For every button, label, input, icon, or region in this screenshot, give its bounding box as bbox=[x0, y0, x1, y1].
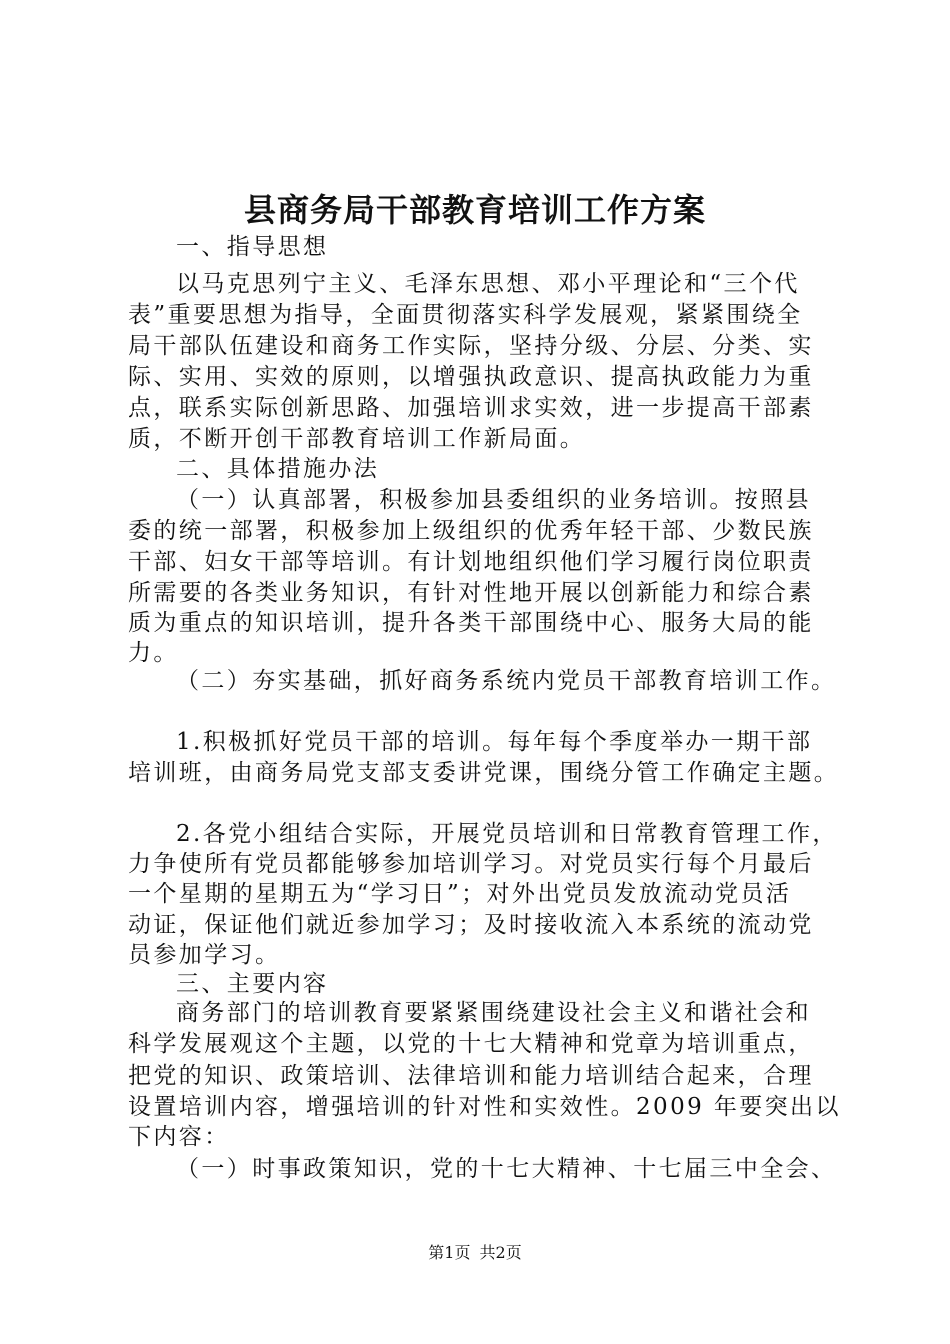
paragraph-line: 培训班，由商务局党支部支委讲党课，围绕分管工作确定主题。 bbox=[128, 760, 840, 786]
paragraph-line: （二）夯实基础，抓好商务系统内党员干部教育培训工作。 bbox=[176, 668, 837, 694]
paragraph-line: 一个星期的星期五为“学习日”；对外出党员发放流动党员活 bbox=[128, 881, 792, 907]
paragraph-line: （一）时事政策知识，党的十七大精神、十七届三中全会、 bbox=[176, 1156, 837, 1182]
paragraph-line: 点，联系实际创新思路、加强培训求实效，进一步提高干部素 bbox=[128, 395, 814, 421]
paragraph-line: 员参加学习。 bbox=[128, 942, 281, 968]
paragraph-line: 科学发展观这个主题，以党的十七大精神和党章为培训重点， bbox=[128, 1031, 814, 1057]
heading-guiding-ideology: 一、指导思想 bbox=[176, 234, 329, 260]
paragraph-line: 所需要的各类业务知识，有针对性地开展以创新能力和综合素 bbox=[128, 580, 814, 606]
page-total: 共2页 bbox=[479, 1243, 522, 1262]
paragraph-line: 设置培训内容，增强培训的针对性和实效性。2009 年要突出以 bbox=[128, 1094, 841, 1120]
page-number: 第1页 bbox=[428, 1243, 471, 1262]
paragraph-line: 局干部队伍建设和商务工作实际，坚持分级、分层、分类、实 bbox=[128, 333, 814, 359]
document-title: 县商务局干部教育培训工作方案 bbox=[243, 191, 706, 229]
paragraph-line: 质为重点的知识培训，提升各类干部围绕中心、服务大局的能 bbox=[128, 610, 814, 636]
paragraph-line: （一）认真部署，积极参加县委组织的业务培训。按照县 bbox=[176, 487, 811, 513]
page-footer bbox=[0, 1242, 950, 1264]
paragraph-line: 商务部门的培训教育要紧紧围绕建设社会主义和谐社会和 bbox=[176, 1000, 811, 1026]
paragraph-line: 委的统一部署，积极参加上级组织的优秀年轻干部、少数民族 bbox=[128, 518, 814, 544]
paragraph-line: 2.各党小组结合实际，开展党员培训和日常教育管理工作， bbox=[176, 821, 838, 847]
paragraph-line: 下内容： bbox=[128, 1124, 230, 1150]
paragraph-line: 干部、妇女干部等培训。有计划地组织他们学习履行岗位职责 bbox=[128, 549, 814, 575]
heading-measures: 二、具体措施办法 bbox=[176, 456, 380, 482]
paragraph-line: 力争使所有党员都能够参加培训学习。对党员实行每个月最后 bbox=[128, 851, 814, 877]
paragraph-line: 以马克思列宁主义、毛泽东思想、邓小平理论和“三个代 bbox=[176, 271, 800, 297]
paragraph-line: 际、实用、实效的原则，以增强执政意识、提高执政能力为重 bbox=[128, 364, 814, 390]
heading-main-content: 三、主要内容 bbox=[176, 971, 329, 997]
paragraph-line: 力。 bbox=[128, 640, 179, 666]
paragraph-line: 把党的知识、政策培训、法律培训和能力培训结合起来，合理 bbox=[128, 1063, 814, 1089]
paragraph-line: 1.积极抓好党员干部的培训。每年每个季度举办一期干部 bbox=[176, 729, 813, 755]
paragraph-line: 表”重要思想为指导，全面贯彻落实科学发展观，紧紧围绕全 bbox=[128, 302, 803, 328]
paragraph-line: 质，不断开创干部教育培训工作新局面。 bbox=[128, 426, 586, 452]
paragraph-line: 动证，保证他们就近参加学习；及时接收流入本系统的流动党 bbox=[128, 912, 814, 938]
